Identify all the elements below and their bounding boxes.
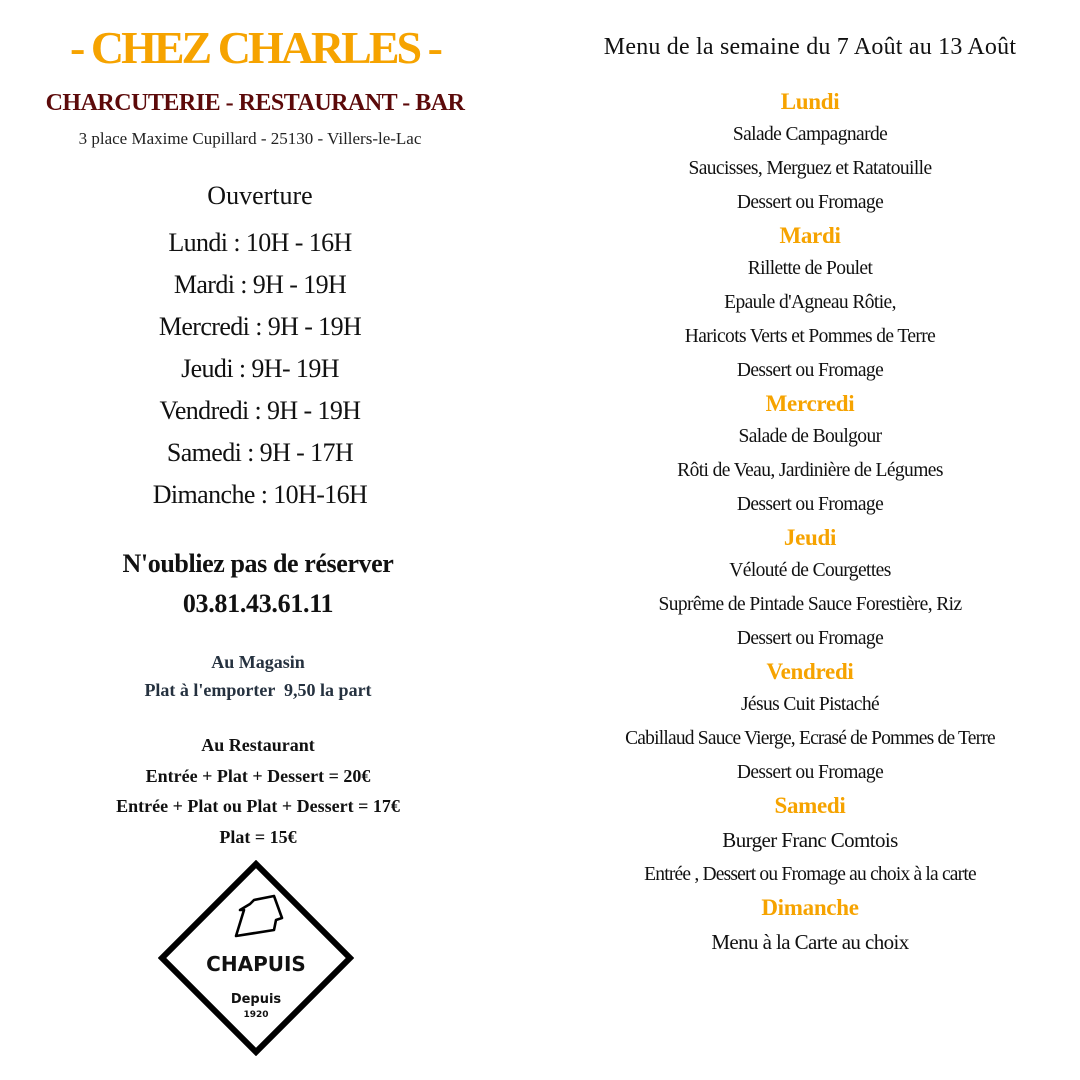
dish: Rillette de Poulet — [747, 258, 873, 279]
logo-since-label: Depuis — [230, 992, 282, 1007]
dish: Dessert ou Fromage — [736, 192, 884, 213]
restaurant-pricing-title: Au Restaurant — [201, 735, 315, 755]
opening-hours-sunday: Dimanche : 10H-16H — [152, 480, 368, 509]
dish: Salade de Boulgour — [738, 426, 882, 447]
logo-name: CHAPUIS — [206, 952, 306, 976]
dish: Dessert ou Fromage — [736, 762, 884, 783]
logo-year: 1920 — [243, 1010, 269, 1020]
dish: Entrée , Dessert ou Fromage au choix à la carte — [644, 864, 976, 885]
menu-day-friday — [540, 656, 1080, 790]
dish: Dessert ou Fromage — [736, 628, 884, 649]
dish: Rôti de Veau, Jardinière de Légumes — [677, 460, 943, 481]
day-heading: Jeudi — [783, 525, 837, 550]
day-heading: Vendredi — [766, 659, 854, 684]
opening-hours-wednesday: Mercredi : 9H - 19H — [158, 312, 362, 341]
dish: Burger Franc Comtois — [722, 828, 898, 852]
menu-day-sunday — [540, 892, 1080, 960]
dish: Saucisses, Merguez et Ratatouille — [688, 158, 932, 179]
restaurant-name: - CHEZ CHARLES - — [70, 22, 440, 73]
menu-day-thursday — [540, 522, 1080, 656]
restaurant-info-column — [0, 0, 510, 1080]
formula-two-course: Entrée + Plat ou Plat + Dessert = 17€ — [116, 796, 400, 816]
dish: Salade Campagnarde — [732, 124, 888, 145]
day-heading: Mercredi — [765, 391, 855, 416]
menu-day-saturday — [540, 790, 1080, 892]
opening-hours-monday: Lundi : 10H - 16H — [168, 228, 352, 257]
dish: Suprême de Pintade Sauce Forestière, Riz — [658, 594, 962, 615]
dish: Epaule d'Agneau Rôtie, — [724, 292, 896, 313]
menu-day-wednesday — [540, 388, 1080, 522]
menu-day-tuesday — [540, 220, 1080, 388]
opening-hours-title: Ouverture — [207, 181, 313, 210]
weekly-menu-title: Menu de la semaine du 7 Août au 13 Août — [603, 34, 1017, 60]
day-heading: Lundi — [780, 89, 840, 114]
day-heading: Mardi — [779, 223, 841, 248]
reservation-phone: 03.81.43.61.11 — [182, 589, 334, 618]
dish: Menu à la Carte au choix — [711, 930, 909, 954]
formula-full: Entrée + Plat + Dessert = 20€ — [145, 765, 371, 786]
dish: Vélouté de Courgettes — [729, 560, 891, 581]
weekly-menu-list — [540, 86, 1080, 960]
opening-hours-friday: Vendredi : 9H - 19H — [159, 396, 361, 425]
day-heading: Samedi — [774, 793, 846, 818]
dish: Cabillaud Sauce Vierge, Ecrasé de Pommes de Terre — [625, 728, 995, 749]
opening-hours-saturday: Samedi : 9H - 17H — [166, 438, 354, 467]
opening-hours-tuesday: Mardi : 9H - 19H — [173, 270, 347, 299]
chapuis-logo — [158, 860, 354, 1056]
opening-hours-list — [0, 222, 520, 516]
magasin-takeaway-price: Plat à l'emporter 9,50 la part — [144, 680, 372, 700]
weekly-menu-column — [540, 0, 1080, 1080]
formula-main-only: Plat = 15€ — [219, 826, 297, 847]
restaurant-subtitle: CHARCUTERIE - RESTAURANT - BAR — [45, 90, 465, 116]
reservation-label: N'oubliez pas de réserver — [122, 549, 394, 578]
restaurant-pricing — [0, 730, 516, 852]
magasin-title: Au Magasin — [211, 652, 305, 672]
dish: Haricots Verts et Pommes de Terre — [684, 326, 936, 347]
menu-day-monday — [540, 86, 1080, 220]
dish: Dessert ou Fromage — [736, 360, 884, 381]
restaurant-address: 3 place Maxime Cupillard - 25130 - Villers-le-Lac — [78, 129, 422, 148]
dish: Dessert ou Fromage — [736, 494, 884, 515]
day-heading: Dimanche — [761, 895, 859, 920]
dish: Jésus Cuit Pistaché — [740, 694, 880, 715]
opening-hours-thursday: Jeudi : 9H- 19H — [181, 354, 339, 383]
